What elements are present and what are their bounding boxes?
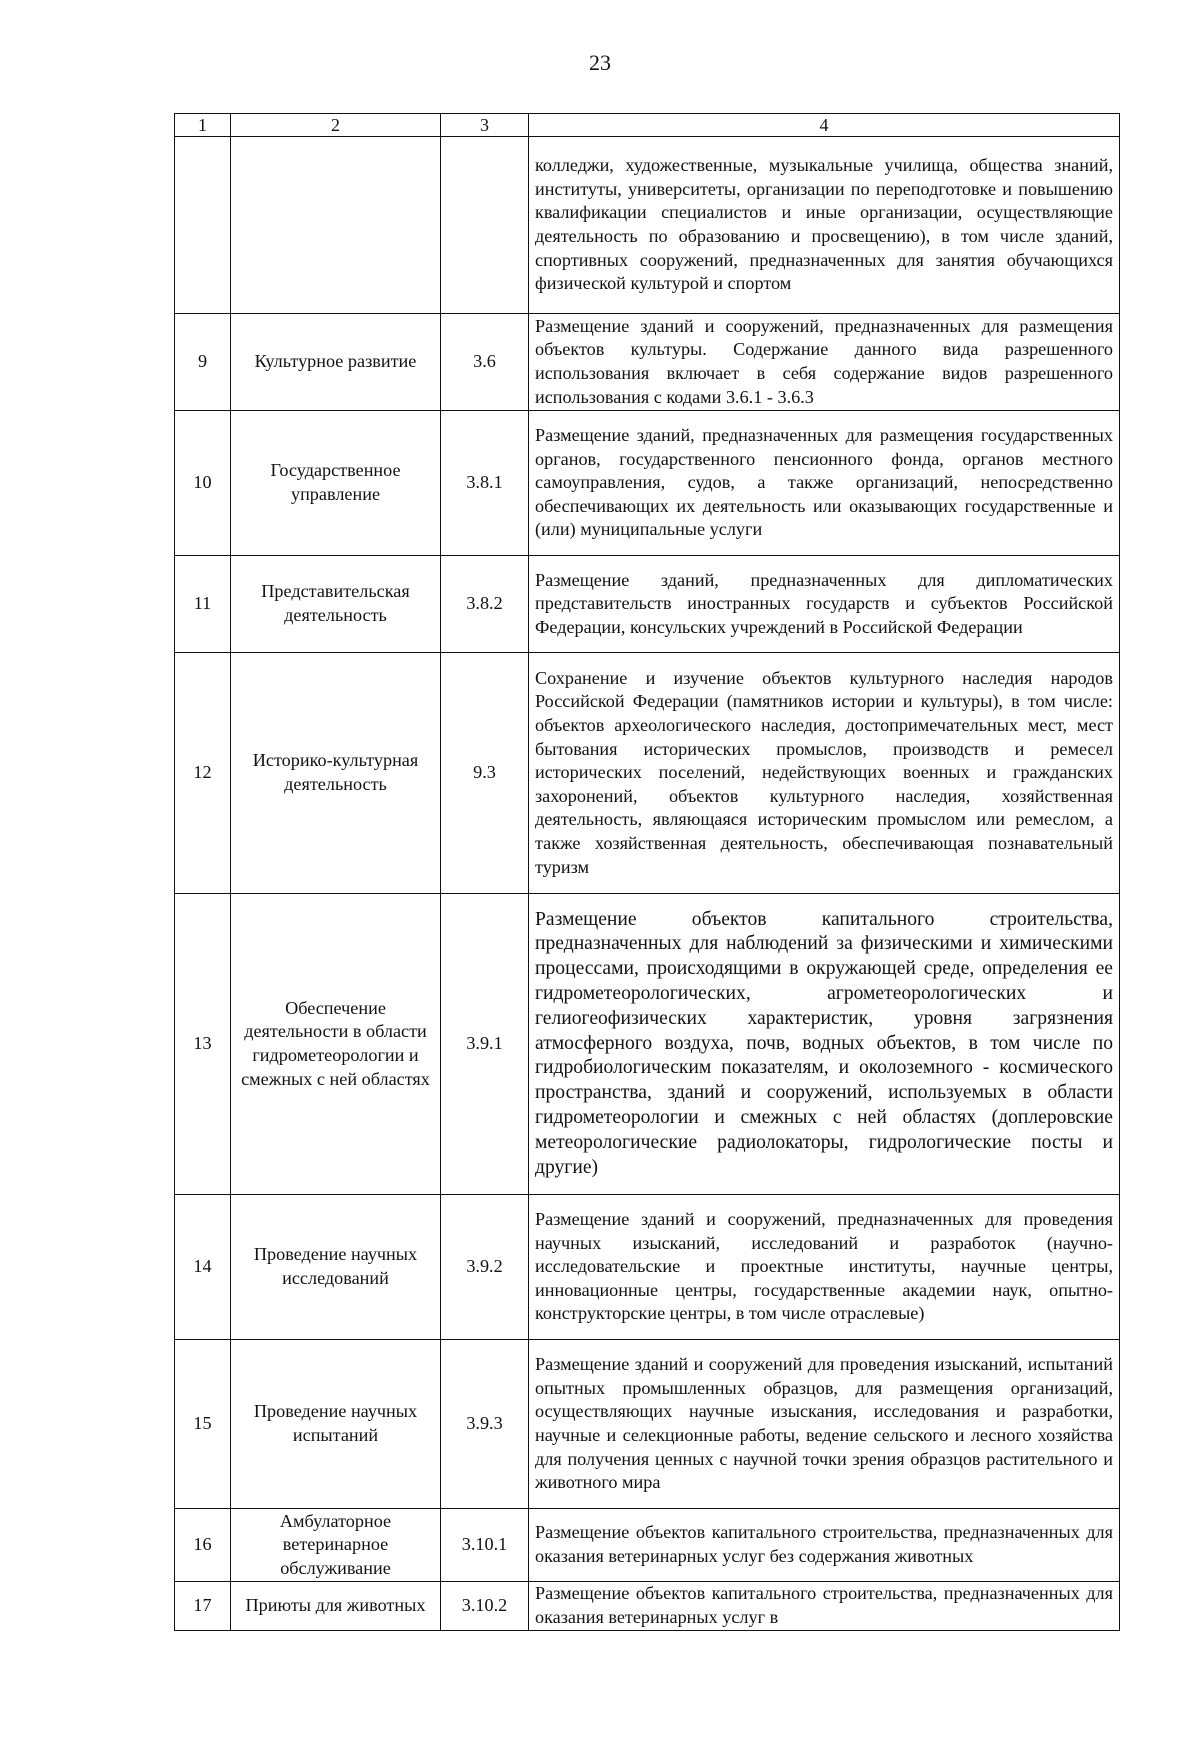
table-row <box>175 1195 1120 1340</box>
use-type-name: Культурное развитие <box>231 314 441 411</box>
column-header-3: 3 <box>441 114 529 137</box>
row-number: 11 <box>175 556 231 653</box>
use-type-code: 3.8.1 <box>441 411 529 556</box>
use-type-name: Государственное управление <box>231 411 441 556</box>
table-header-row <box>175 114 1120 137</box>
use-type-name: Обеспечение деятельности в области гидрометеорологии и смежных с ней областях <box>231 894 441 1195</box>
use-type-description: Размещение зданий, предназначенных для дипломатических представительств иностранных государств и субъектов Российской Федерации, консульских учреждений в Российской Федерации <box>529 556 1120 653</box>
use-type-description: Размещение зданий и сооружений, предназначенных для размещения объектов культуры. Содержание данного вида разрешенного использования включает в себя содержание видов разрешенного использования с кодами 3.6.1 - 3.6.3 <box>529 314 1120 411</box>
column-header-4: 4 <box>529 114 1120 137</box>
use-type-description: Размещение зданий, предназначенных для размещения государственных органов, государственного пенсионного фонда, органов местного самоуправления, судов, а также организаций, непосредственно обеспечивающих их деятельность или оказывающих государственные и (или) муниципальные услуги <box>529 411 1120 556</box>
use-type-description: Сохранение и изучение объектов культурного наследия народов Российской Федерации (памятников истории и культуры), в том числе: объектов археологического наследия, достопримечательных мест, мест бытования исторических промыслов, производств и ремесел исторических поселений, недействующих военных и гражданских захоронений, объектов культурного наследия, хозяйственная деятельность, являющаяся историческим промыслом или ремеслом, а также хозяйственная деятельность, обеспечивающая познавательный туризм <box>529 653 1120 894</box>
use-type-description: Размещение объектов капитального строительства, предназначенных для оказания ветеринарных услуг без содержания животных <box>529 1509 1120 1582</box>
use-type-name: Проведение научных исследований <box>231 1195 441 1340</box>
row-number: 17 <box>175 1582 231 1631</box>
use-type-name: Приюты для животных <box>231 1582 441 1631</box>
table-row <box>175 411 1120 556</box>
row-number: 15 <box>175 1340 231 1509</box>
use-type-code: 3.10.1 <box>441 1509 529 1582</box>
use-type-code <box>441 137 529 314</box>
use-type-code: 3.8.2 <box>441 556 529 653</box>
page-number: 23 <box>589 50 611 75</box>
use-type-code: 3.9.3 <box>441 1340 529 1509</box>
row-number: 12 <box>175 653 231 894</box>
use-type-description: Размещение объектов капитального строительства, предназначенных для наблюдений за физическими и химическими процессами, происходящими в окружающей среде, определения ее гидрометеорологических, агрометеорологических и гелиогеофизических характеристик, уровня загрязнения атмосферного воздуха, почв, водных объектов, в том числе по гидробиологическим показателям, и околоземного - космического пространства, зданий и сооружений, используемых в области гидрометеорологии и смежных с ней областях (доплеровские метеорологические радиолокаторы, гидрологические посты и другие) <box>529 894 1120 1195</box>
use-type-code: 3.10.2 <box>441 1582 529 1631</box>
use-type-code: 3.9.1 <box>441 894 529 1195</box>
row-number <box>175 137 231 314</box>
table-row <box>175 1340 1120 1509</box>
use-type-code: 9.3 <box>441 653 529 894</box>
use-type-name: Проведение научных испытаний <box>231 1340 441 1509</box>
column-header-1: 1 <box>175 114 231 137</box>
table-row <box>175 653 1120 894</box>
row-number: 16 <box>175 1509 231 1582</box>
row-number: 10 <box>175 411 231 556</box>
use-type-code: 3.9.2 <box>441 1195 529 1340</box>
use-type-name <box>231 137 441 314</box>
table-row <box>175 1582 1120 1631</box>
use-type-description: Размещение зданий и сооружений, предназначенных для проведения научных изысканий, исследований и разработок (научно-исследовательские и проектные институты, научные центры, инновационные центры, государственные академии наук, опытно-конструкторские центры, в том числе отраслевые) <box>529 1195 1120 1340</box>
column-header-2: 2 <box>231 114 441 137</box>
table-row <box>175 556 1120 653</box>
use-type-description: Размещение объектов капитального строительства, предназначенных для оказания ветеринарных услуг в <box>529 1582 1120 1631</box>
row-number: 13 <box>175 894 231 1195</box>
table-row <box>175 894 1120 1195</box>
use-type-name: Представительская деятельность <box>231 556 441 653</box>
table-row <box>175 314 1120 411</box>
row-number: 14 <box>175 1195 231 1340</box>
use-type-description: Размещение зданий и сооружений для проведения изысканий, испытаний опытных промышленных образцов, для размещения организаций, осуществляющих научные изыскания, исследования и разработки, научные и селекционные работы, ведение сельского и лесного хозяйства для получения ценных с научной точки зрения образцов растительного и животного мира <box>529 1340 1120 1509</box>
row-number: 9 <box>175 314 231 411</box>
table-row <box>175 137 1120 314</box>
use-type-code: 3.6 <box>441 314 529 411</box>
use-type-name: Амбулаторное ветеринарное обслуживание <box>231 1509 441 1582</box>
table-row <box>175 1509 1120 1582</box>
use-type-description: колледжи, художественные, музыкальные училища, общества знаний, институты, университеты, организации по переподготовке и повышению квалификации специалистов и иные организации, осуществляющие деятельность по образованию и просвещению), в том числе зданий, спортивных сооружений, предназначенных для занятия обучающихся физической культурой и спортом <box>529 137 1120 314</box>
land-use-table <box>174 113 1120 1631</box>
use-type-name: Историко-культурная деятельность <box>231 653 441 894</box>
